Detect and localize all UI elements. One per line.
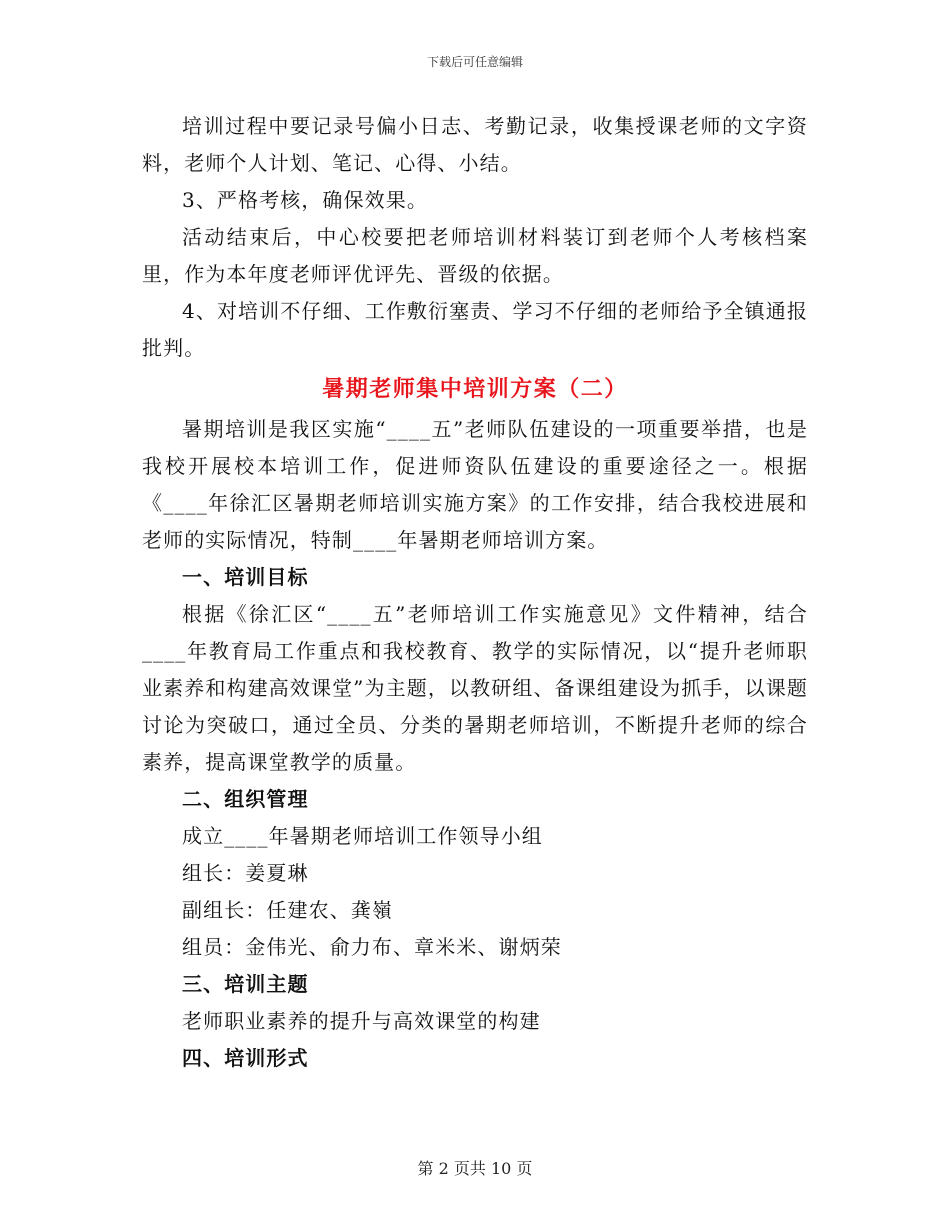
item-4-criticism: 4、对培训不仔细、工作敷衍塞责、学习不仔细的老师给予全镇通报批判。 <box>142 299 808 360</box>
paragraph-training-goals: 根据《徐汇区“____五”老师培训工作实施意见》文件精神，结合____年教育局工作重点和我校教育、教学的实际情况，以“提升老师职业素养和构建高效课堂”为主题，以教研组、备课组建设为抓手，以课题讨论为突破口，通过全员、分类的暑期老师培训，不断提升老师的综合素养，提高课堂教学的质量。 <box>142 602 808 774</box>
heading-training-theme: 三、培训主题 <box>182 972 309 996</box>
heading-training-goals: 一、培训目标 <box>182 565 309 589</box>
paragraph-archive: 活动结束后，中心校要把老师培训材料装订到老师个人考核档案里，作为本年度老师评优评先、晋级的依据。 <box>142 225 808 286</box>
line-leadership-group: 成立____年暑期老师培训工作领导小组 <box>182 824 543 848</box>
heading-training-format: 四、培训形式 <box>182 1046 309 1070</box>
line-deputy-leader: 副组长：任建农、龚嶺 <box>182 898 393 922</box>
line-group-members: 组员：金伟光、俞力布、章米米、谢炳荣 <box>182 935 562 959</box>
line-group-leader: 组长：姜夏琳 <box>182 861 309 885</box>
page-footer: 第 2 页共 10 页 <box>417 1159 533 1178</box>
item-3-assessment: 3、严格考核，确保效果。 <box>182 188 428 212</box>
paragraph-intro: 暑期培训是我区实施“____五”老师队伍建设的一项重要举措，也是我校开展校本培训工作，促进师资队伍建设的重要途径之一。根据《____年徐汇区暑期老师培训实施方案》的工作安排，结合我校进展和老师的实际情况，特制____年暑期老师培训方案。 <box>142 417 808 552</box>
section-title: 暑期老师集中培训方案（二） <box>322 376 628 402</box>
line-training-theme: 老师职业素养的提升与高效课堂的构建 <box>182 1009 541 1033</box>
paragraph-records: 培训过程中要记录号偏小日志、考勤记录，收集授课老师的文字资料，老师个人计划、笔记、心得、小结。 <box>142 114 808 175</box>
document-body <box>142 108 808 1077</box>
page-header: 下载后可任意编辑 <box>426 55 523 69</box>
heading-organization: 二、组织管理 <box>182 787 309 811</box>
